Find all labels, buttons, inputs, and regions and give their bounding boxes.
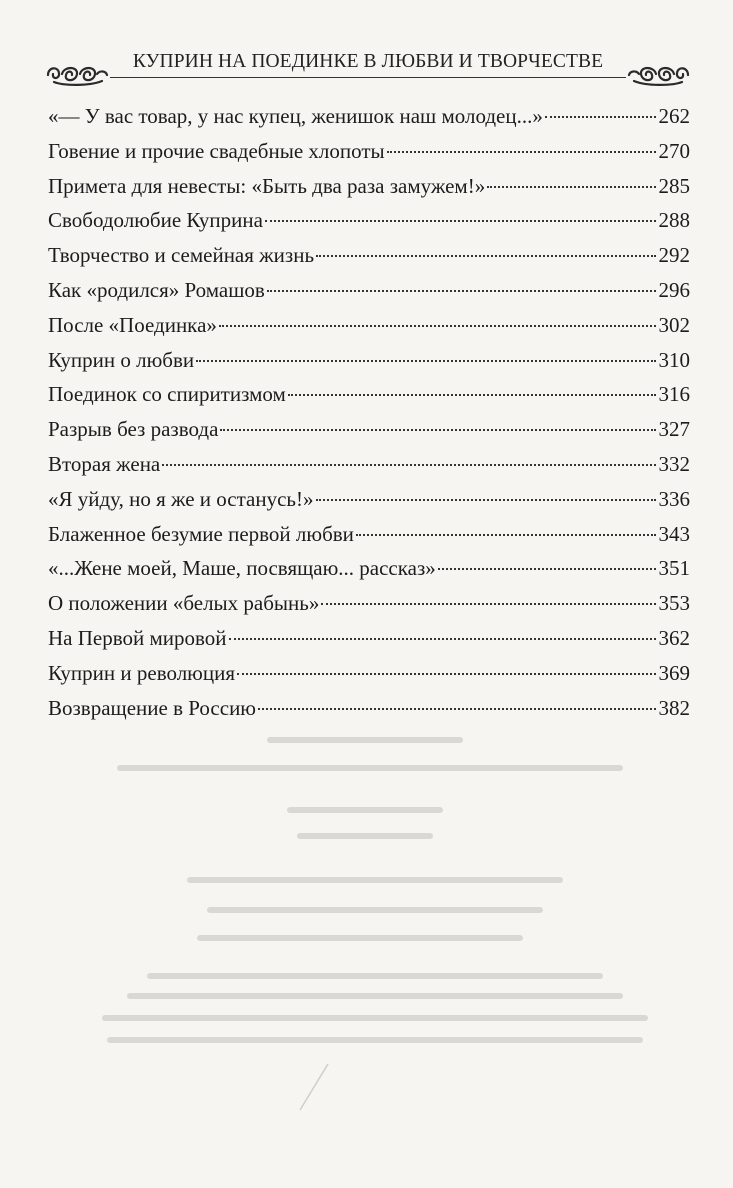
dot-leader <box>267 290 656 292</box>
toc-entry[interactable] <box>48 521 690 556</box>
dot-leader <box>316 499 656 501</box>
toc-entry[interactable] <box>48 451 690 486</box>
toc-entry-page: 382 <box>658 695 690 720</box>
toc-entry[interactable] <box>48 103 690 138</box>
toc-entry-page: 316 <box>658 382 690 407</box>
toc-entry[interactable] <box>48 347 690 382</box>
toc-entry-page: 369 <box>658 660 690 685</box>
dot-leader <box>237 673 655 675</box>
toc-entry-page: 262 <box>658 104 690 128</box>
scroll-ornament-icon <box>626 60 692 88</box>
dot-leader <box>288 394 656 396</box>
toc-entry-page: 302 <box>658 312 690 337</box>
toc-entry-title: Примета для невесты: «Быть два раза замужем!» <box>48 173 486 198</box>
toc-entry-title: Куприн и революция <box>48 660 236 685</box>
toc-entry-title: О положении «белых рабынь» <box>48 591 320 616</box>
toc-entry-title: «...Жене моей, Маше, посвящаю... рассказ» <box>48 556 436 581</box>
toc-entry[interactable] <box>48 312 690 347</box>
toc-entry[interactable] <box>48 416 690 451</box>
toc-entry-title: Возвращение в Россию <box>48 695 256 720</box>
toc-entry-title: Говение и прочие свадебные хлопоты <box>48 138 385 163</box>
dot-leader <box>438 568 656 570</box>
toc-entry[interactable] <box>48 381 690 416</box>
toc-entry-page: 296 <box>658 277 690 302</box>
toc-entry-page: 362 <box>658 625 690 650</box>
toc-entry-page: 353 <box>658 591 690 616</box>
dot-leader <box>220 429 655 431</box>
toc-entry-page: 351 <box>658 556 690 581</box>
toc-entry[interactable] <box>48 660 690 695</box>
toc-entry-title: «Я уйду, но я же и останусь!» <box>48 486 314 511</box>
toc-entry-page: 327 <box>658 417 690 442</box>
dot-leader <box>265 220 656 222</box>
toc-entry[interactable] <box>48 555 690 590</box>
toc-entry-title: «— У вас товар, у нас купец, женишок наш молодец...» <box>48 104 543 128</box>
toc-entry-page: 270 <box>658 138 690 163</box>
toc-entry-page: 285 <box>658 173 690 198</box>
toc-entry-title: После «Поединка» <box>48 312 217 337</box>
dot-leader <box>219 325 656 327</box>
toc-entry-title: Как «родился» Ромашов <box>48 277 265 302</box>
dot-leader <box>316 255 655 257</box>
toc-entry-page: 310 <box>658 347 690 372</box>
dot-leader <box>258 708 656 710</box>
running-head-title: КУПРИН НА ПОЕДИНКЕ В ЛЮБВИ И ТВОРЧЕСТВЕ <box>132 51 604 72</box>
dot-leader <box>196 360 655 362</box>
running-head <box>38 48 698 88</box>
toc-entry-title: Поединок со спиритизмом <box>48 382 286 407</box>
toc-entry-title: Куприн о любви <box>48 347 195 372</box>
toc-entry-page: 332 <box>658 451 690 476</box>
toc-entry-page: 292 <box>658 243 690 268</box>
toc-entry-page: 343 <box>658 521 690 546</box>
dot-leader <box>321 603 655 605</box>
dot-leader <box>229 638 656 640</box>
toc-entry[interactable] <box>48 138 690 173</box>
toc-entry[interactable] <box>48 242 690 277</box>
toc-entry-title: Блаженное безумие первой любви <box>48 521 354 546</box>
toc-entry[interactable] <box>48 173 690 208</box>
dot-leader <box>487 186 655 188</box>
toc-entry[interactable] <box>48 590 690 625</box>
toc-entry[interactable] <box>48 695 690 730</box>
toc-entry[interactable] <box>48 277 690 312</box>
toc-entry-title: Вторая жена <box>48 451 161 476</box>
toc-entry-page: 288 <box>658 208 690 233</box>
toc-entry-title: Разрыв без развода <box>48 417 219 442</box>
header-rule <box>110 77 626 78</box>
dot-leader <box>545 116 656 118</box>
toc-entry-title: Творчество и семейная жизнь <box>48 243 315 268</box>
toc-entry-title: Свободолюбие Куприна <box>48 208 263 233</box>
toc-entry-title: На Первой мировой <box>48 625 227 650</box>
dot-leader <box>356 534 656 536</box>
dot-leader <box>162 464 655 466</box>
toc-entry[interactable] <box>48 486 690 521</box>
table-of-contents <box>48 103 690 729</box>
toc-entry[interactable] <box>48 625 690 660</box>
toc-entry-page: 336 <box>658 486 690 511</box>
toc-entry[interactable] <box>48 207 690 242</box>
dot-leader <box>387 151 656 153</box>
